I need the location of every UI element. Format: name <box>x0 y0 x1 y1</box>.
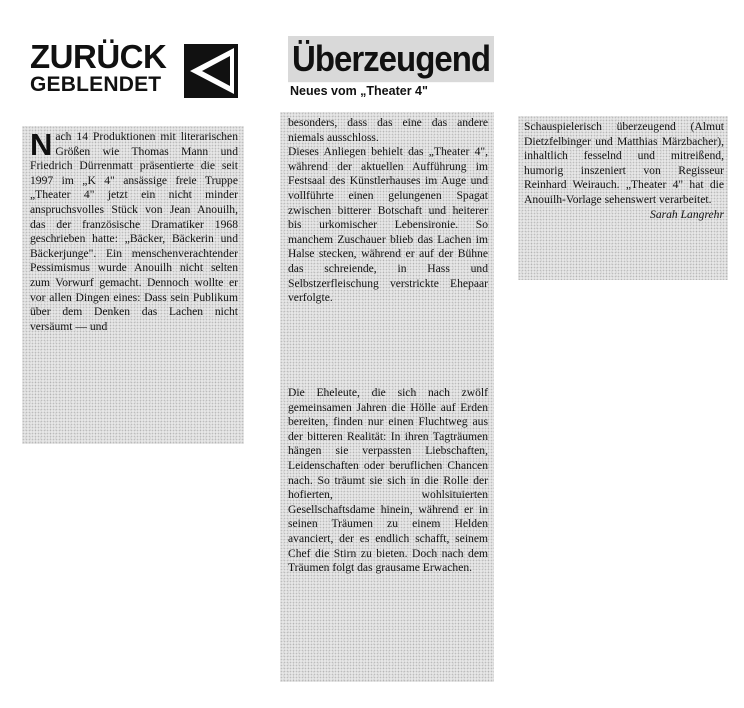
column2-paragraph1: besonders, dass das eine das andere niemals ausschloss. Dieses Anliegen behielt das „Theater 4", während der aktuellen Aufführung im Festsaal des Künstlerhauses im Auge und vollführte einen gelungenen Spagat zwischen bitterer Botschaft und heiterer bis urkomischer Lebensironie. So manchem Zuschauer blieb das Lachen im Halse stecken, während er auf der Bühne das schreiende, in Hass und Selbstzerfleischung verstrickte Ehepaar verfolgte. <box>288 116 488 305</box>
column3-body <box>524 120 724 222</box>
article-subtitle: Neues vom „Theater 4" <box>290 84 428 98</box>
arrow-logo-icon <box>184 44 238 98</box>
column1-text: ach 14 Produktionen mit literarischen Größen wie Thomas Mann und Friedrich Dürrenmatt präsentierte die seit 1997 im „K 4" ansässige freie Truppe „Theater 4" jetzt ein nicht minder anspruchsvolles Stück von Jean Anouilh, das der französische Dramatiker 1968 geschrieben hatte: „Bäcker, Bäckerin und Bäckerjunge". Ein menschenverachtender Pessimismus wurde Anouilh nicht selten zum Vorwurf gemacht. Dennoch wollte er vor allen Dingen eines: Dass sein Publikum über dem Denken das Lachen nicht versäumt — und <box>30 130 238 333</box>
column2-paragraph2: Die Eheleute, die sich nach zwölf gemeinsamen Jahren die Hölle auf Erden bereiten, finden nur einen Fluchtweg aus der bitteren Realität: In ihren Tagträumen hängen sie verpassten Liebschaften, Leidenschaften oder beruflichen Chancen nach. So träumt sie sich in die Rolle der hofierten, wohlsituierten Gesellschaftsdame hinein, während er in seinen Träumen zu einem Helden avanciert, der es endlich schafft, seinem Chef die Stirn zu bieten. Doch nach dem Träumen folgt das grausame Erwachen. <box>288 386 488 575</box>
heading-line2: GEBLENDET <box>30 73 162 96</box>
author-byline: Sarah Langrehr <box>650 207 724 221</box>
heading-line1: ZURÜCK <box>30 38 167 75</box>
article-title: Überzeugend <box>288 36 494 82</box>
column3-text: Schauspielerisch überzeugend (Almut Dietzfelbinger und Matthias Märzbacher), inhaltlich fesselnd und mitreißend, humorig inszeniert von Regisseur Reinhard Weirauch. „Theater 4" hat die Anouilh-Vorlage sehenswert verarbeitet. <box>524 120 724 206</box>
column1-body <box>30 127 238 334</box>
column1-heading <box>30 40 166 95</box>
drop-cap: N <box>30 127 53 162</box>
